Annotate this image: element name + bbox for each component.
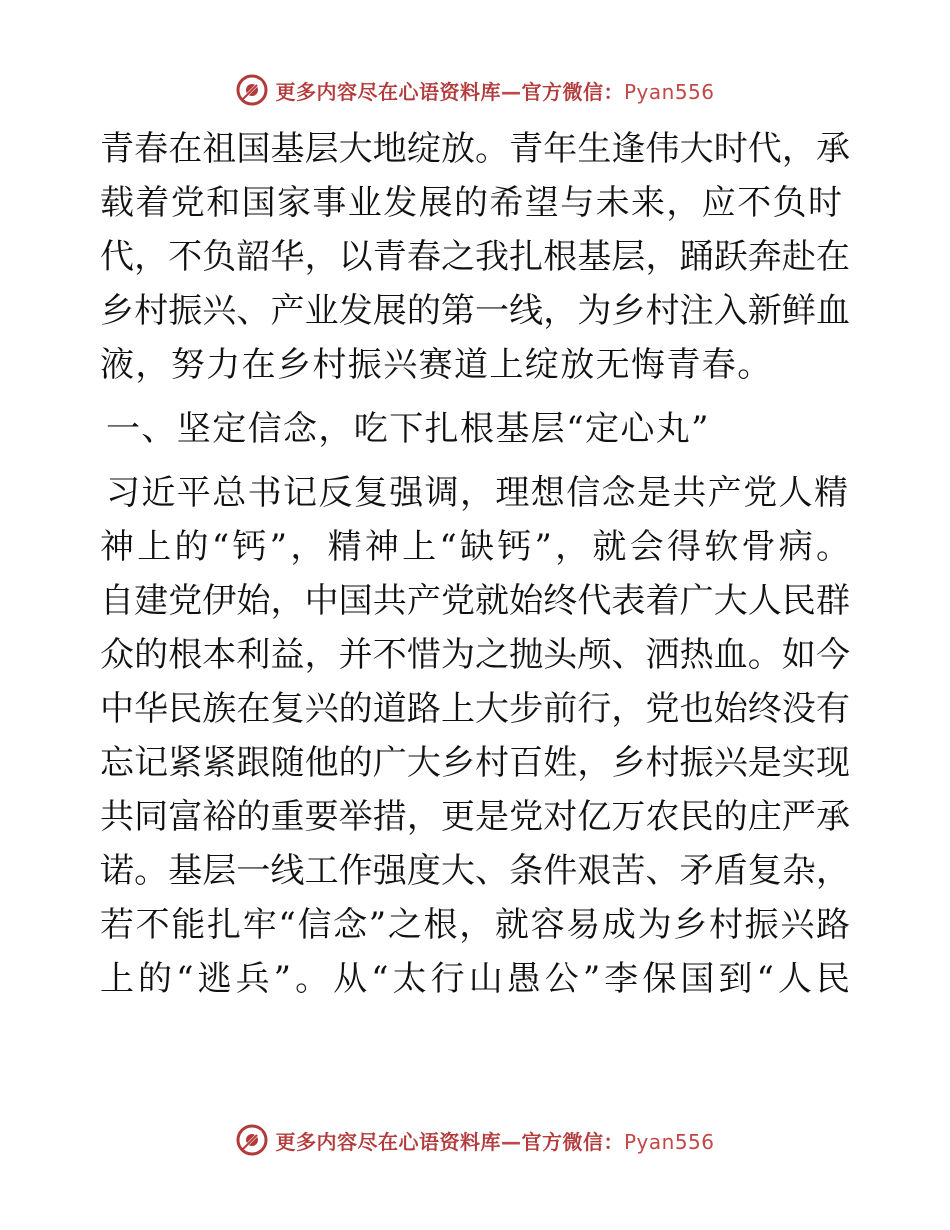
banner-main-text: 更多内容尽在心语资料库: [275, 1129, 501, 1154]
text-line: 液，努力在乡村振兴赛道上绽放无悔青春。: [100, 345, 773, 385]
logo-icon: [235, 73, 269, 107]
paragraph-2: [100, 466, 850, 1006]
text-line: 神上的“钙”，精神上“缺钙”，就会得软骨病。: [100, 527, 850, 567]
text-line: 众的根本利益，并不惜为之抛头颅、洒热血。如今: [100, 635, 850, 675]
paragraph-1: [100, 122, 850, 392]
banner-official-label: 官方微信：: [521, 79, 624, 104]
document-body: [100, 122, 850, 1006]
text-line: 上的“逃兵”。从“太行山愚公”李保国到“人民: [100, 959, 850, 999]
banner-dash: —: [500, 79, 522, 104]
header-banner: [0, 70, 950, 110]
banner-text: [275, 1126, 714, 1155]
text-line: 载着党和国家事业发展的希望与未来，应不负时: [100, 183, 844, 223]
text-line: 忘记紧紧跟随他的广大乡村百姓，乡村振兴是实现: [100, 743, 850, 783]
text-line: 乡村振兴、产业发展的第一线，为乡村注入新鲜血: [100, 291, 850, 331]
text-line: 中华民族在复兴的道路上大步前行，党也始终没有: [100, 689, 850, 729]
text-line: 若不能扎牢“信念”之根，就容易成为乡村振兴路: [100, 905, 850, 945]
banner-wechat-id: Pyan556: [623, 1129, 715, 1154]
text-line: 代，不负韶华，以青春之我扎根基层，踊跃奔赴在: [100, 237, 850, 277]
text-line: 共同富裕的重要举措，更是党对亿万农民的庄严承: [100, 797, 850, 837]
banner-official-label: 官方微信：: [521, 1129, 624, 1154]
banner-text: [275, 76, 714, 105]
section-heading: 一、坚定信念，吃下扎根基层“定心丸”: [106, 409, 710, 449]
logo-icon: [235, 1123, 269, 1157]
text-line: 自建党伊始，中国共产党就始终代表着广大人民群: [100, 581, 850, 621]
banner-wechat-id: Pyan556: [623, 79, 715, 104]
banner-main-text: 更多内容尽在心语资料库: [275, 79, 501, 104]
text-line: 青春在祖国基层大地绽放。青年生逢伟大时代，承: [100, 129, 850, 169]
banner-dash: —: [500, 1129, 522, 1154]
text-line: 诺。基层一线工作强度大、条件艰苦、矛盾复杂，: [100, 851, 850, 891]
text-line: 习近平总书记反复强调，理想信念是共产党人精: [106, 473, 850, 513]
footer-banner: [0, 1120, 950, 1160]
